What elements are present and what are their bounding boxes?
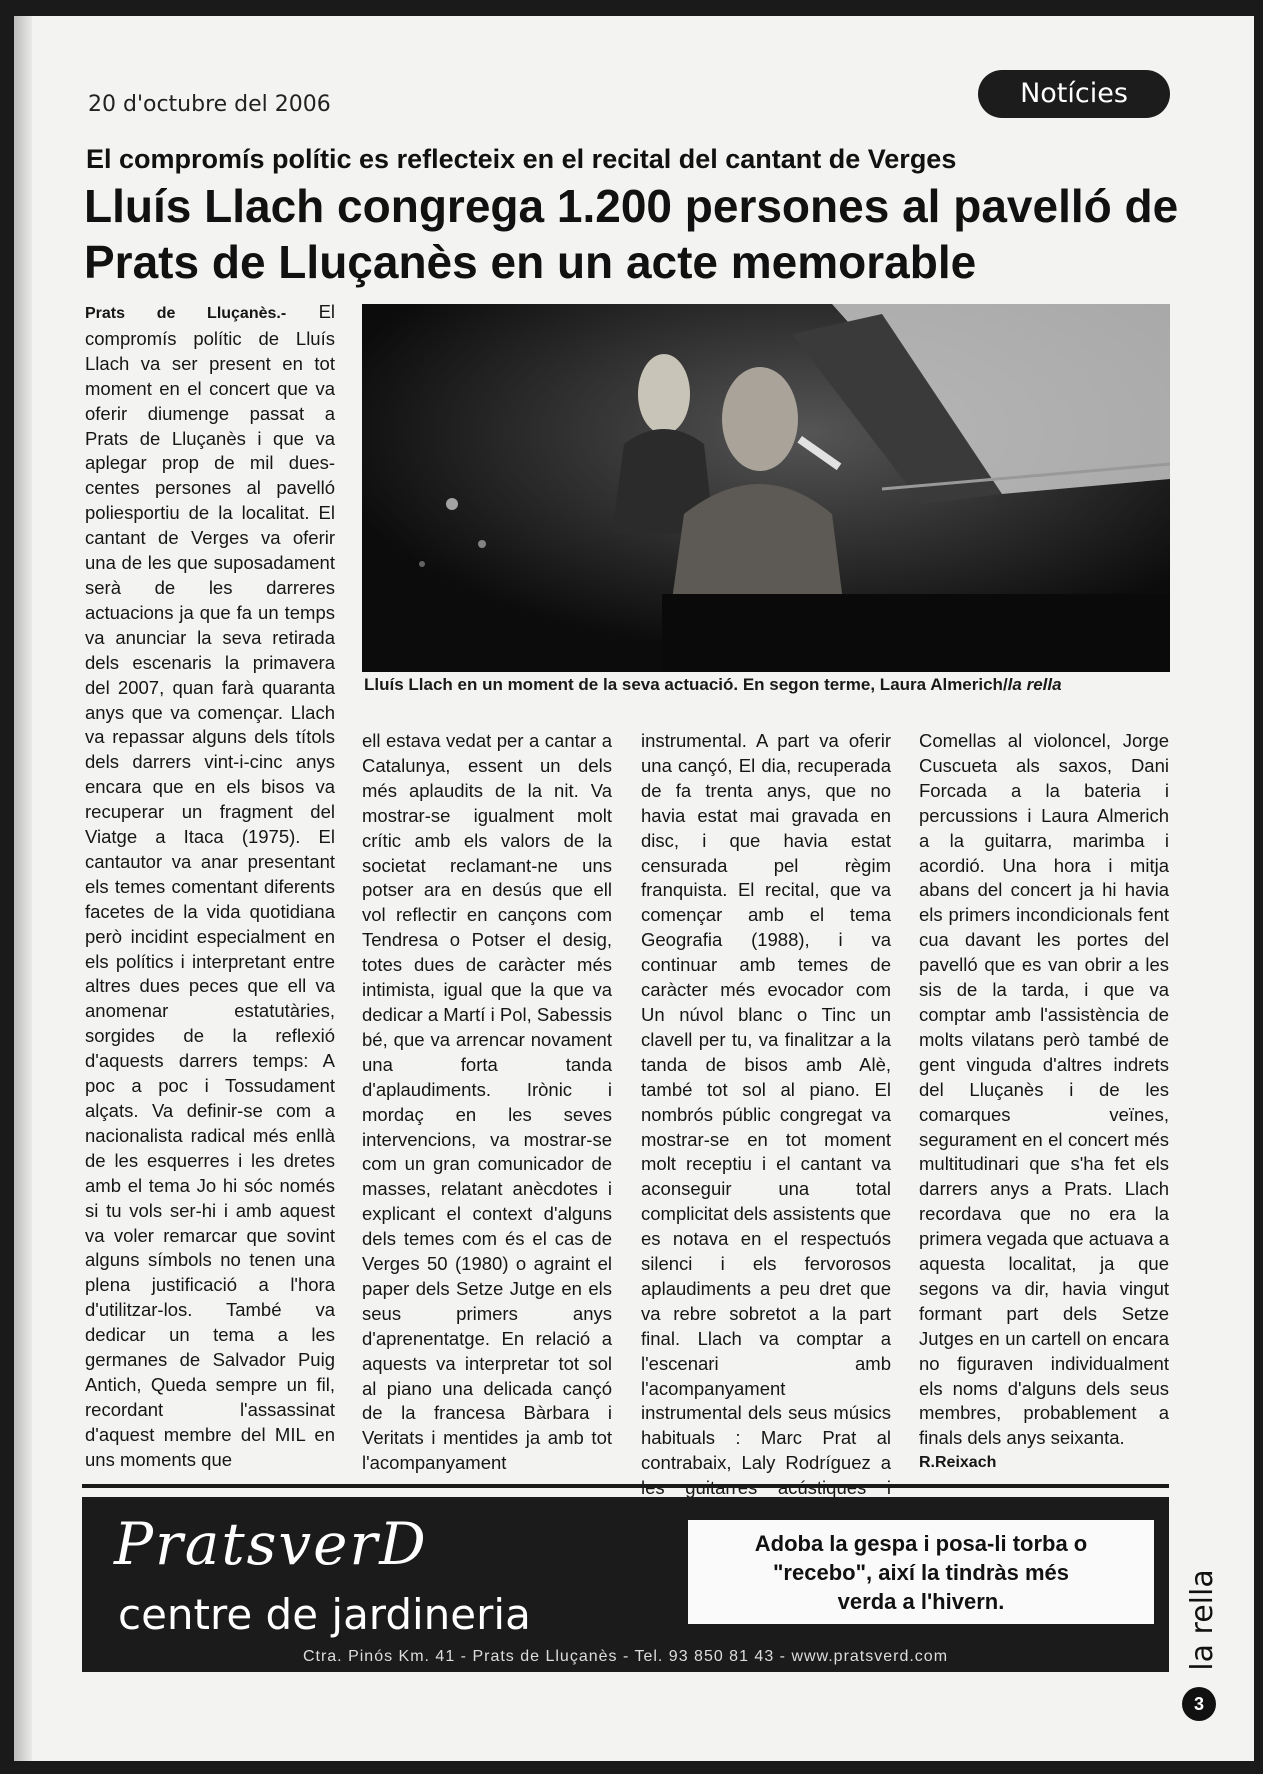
- article-column-4: [919, 729, 1169, 1476]
- article-column-3: instrumental. A part va oferir una cançó, El dia, recuperada de fa trenta anys, que no havia estat mai gravada en disc, i que havia estat censurada pel règim franquista. El recital, que va començar amb el tema Geografia (1988), i va continuar amb temes de caràcter més evocador com Un núvol blanc o Tinc un clavell per tu, va finalitzar a la tanda de bisos amb Alè, també tot sol al piano. El nombrós públic congregat va mostrar-se en tot moment molt receptiu i el cantant va aconseguir una total complicitat dels assistents que es notava en el respectuós silenci i els fervorosos aplaudiments a peu dret que va rebre sobretot a la part final. Llach va comptar a l'escenari amb l'acompanyament instrumental dels seus músics habituals : Marc Prat al contrabaix, Laly Rodríguez a: [641, 730, 891, 1474]
- article-column-2: ell estava vedat per a cantar a Catalunya, essent un dels més aplaudits de la nit. Va mostrar-se igualment molt crític amb els valors de la societat reclamant-ne uns potser ara en desús que ell vol reflectir en cançons com Tendresa o Potser el desig, totes dues de caràcter més intimista, igual que la que va dedicar a Martí i Pol, Sabessis bé, que va arrencar novament una forta tanda d'aplaudiments. Irònic i mordaç en les seves intervencions, va mostrar-se com un gran comunicador de masses, relatant anècdotes i explicant el context d'alguns dels temes com és el cas de Verges 50 (1980) o agraint el paper dels Setze Jutge en els seus primers anys d'aprenentatge. En relació a aquests va interpretar tot sol al piano una delicada cançó de la francesa Bàrbara i Veritats i mentides ja amb tot l'acompanyament: [362, 730, 612, 1474]
- photo-caption: [364, 675, 1174, 695]
- ad-slogan-box: [688, 1520, 1154, 1624]
- advertiser-logo: PratsverD: [114, 1510, 428, 1578]
- article-dateline: Prats de Lluçanès.-: [85, 305, 287, 322]
- photo-caption-text: Lluís Llach en un moment de la seva actuació. En segon terme, Laura Almerich/: [364, 675, 1008, 694]
- column-1-text: El compromís polític de Lluís Llach va ser present en tot moment en el concert que va oferir diumenge passat a Prats de Lluçanès i que va aplegar prop de mil dues-centes persones al pavelló poliesportiu de la localitat. El cantant de Verges va oferir una de les que suposadament serà de les darreres actuacions ja que fa un temps va anunciar la seva retirada dels escenaris la primavera del 2007, quan farà quaranta anys que va començar. Llach va repassar alguns dels títols dels darrers vint-i-cinc anys encara que en els bisos va recuperar un fragment del Viatge a Itaca (1975). El cantautor va anar presentant els temes comentant diferents facetes de la vida quotidiana però incidint especialment en els polítics i interpretant entre altres dues peces que ell va anomenar estatutàries, sorgides de la reflexió d'aquests darrers temps: A poc a poc i Tossudament alçats. Va definir-se com a nacionalista radical més enllà de les esquerres i les dretes amb el tema Jo hi sóc només si tu vols ser-hi i amb aquest va voler remarcar que sovint alguns símbols no tenen una plena justificació a l'hora d'utilitzar-los. També va dedicar un tema a les germanes de Salvador Puig Antich, Queda sempre un fil, recordant l'assassinat d'aquest membre del MIL en uns moments que: [85, 301, 336, 1470]
- column-4-text: Comellas al violoncel, Jorge Cuscueta als saxos, Dani Forcada a la bateria i percussions i Laura Almerich a la guitarra, marimba i acordió. Una hora i mitja abans del concert ja hi havia els primers incondicionals fent cua davant les portes del pavelló que es van obrir a les sis de la tarda, i que va comptar amb l'assistència de molts vilatans però també de gent vinguda d'altres indrets del Lluçanès i de les comarques veïnes, segurament en el concert més multitudinari que s'ha fet els darrers anys a Prats. Llach recordava que no era la primera vegada que actuava a aquesta localitat, ja que segons va dir, havia vingut formant part dels Setze Jutges en un cartell on encara no figuraven individualment els noms d'alguns dels seus membres, probablement a finals dels anys seixanta.: [919, 730, 1169, 1449]
- ad-slogan: Adoba la gespa i posa-li torba o "recebo", així la tindràs més verda a l'hivern.: [754, 1530, 1088, 1614]
- divider: [82, 1484, 1169, 1488]
- publication-name: la rella: [1184, 1569, 1220, 1671]
- article-column-1: [85, 300, 335, 1473]
- concert-photo-illustration: [362, 304, 1170, 672]
- article-photo: [362, 304, 1170, 672]
- ad-address: Ctra. Pinós Km. 41 - Prats de Lluçanès - Tel. 93 850 81 43 - www.pratsverd.com: [302, 1648, 949, 1665]
- section-badge: Notícies: [978, 70, 1170, 118]
- issue-date: 20 d'octubre del 2006: [88, 92, 331, 117]
- page-number: 3: [1182, 1687, 1216, 1721]
- article-kicker: El compromís polític es reflecteix en el recital del cantant de Verges: [86, 144, 957, 174]
- advertiser-subtitle: centre de jardineria: [118, 1590, 531, 1639]
- photo-credit: la rella: [1007, 675, 1062, 694]
- article-headline: Lluís Llach congrega 1.200 persones al pavelló de Prats de Lluçanès en un acte memorable: [84, 180, 1179, 288]
- page-spine: [14, 16, 32, 1761]
- article-signature: R.Reixach: [919, 1454, 997, 1472]
